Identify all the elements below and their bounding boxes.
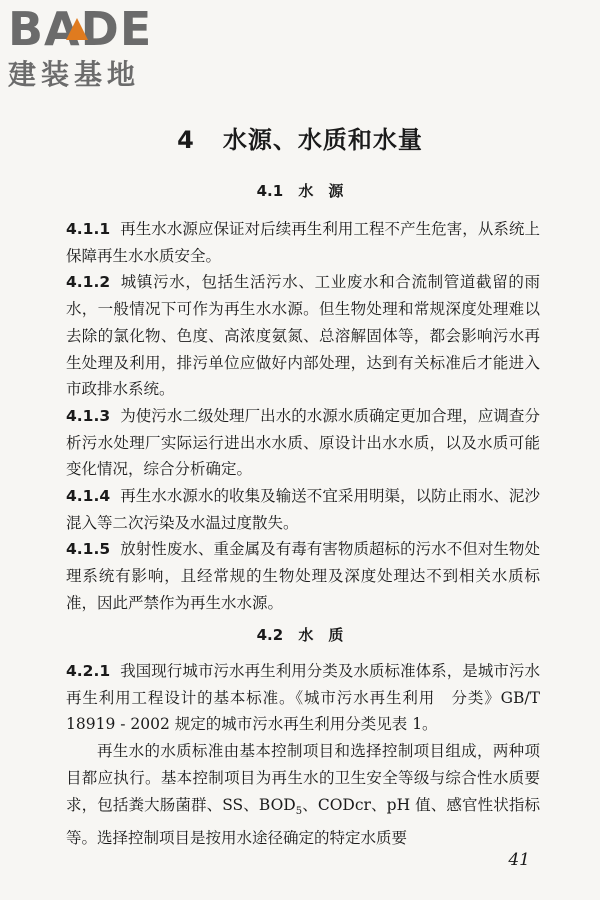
section-title-text: 水 质 — [298, 626, 344, 644]
clause-number: 4.1.1 — [66, 220, 111, 238]
clause-4-1-1 — [66, 216, 540, 269]
clause-text: 放射性废水、重金属及有毒有害物质超标的污水不但对生物处理系统有影响，且经常规的生物处理及深度处理达不到相关水质标准，因此严禁作为再生水水源。 — [66, 540, 540, 612]
clause-text: 我国现行城市污水再生利用分类及水质标准体系，是城市污水再生利用工程设计的基本标准。《城市污水再生利用 分类》GB/T 18919 - 2002 规定的城市污水再生利用分类见表 1。 — [66, 662, 540, 734]
paragraph-quality-standard — [66, 738, 540, 852]
logo-subtitle: 建装基地 — [8, 58, 141, 91]
clause-4-1-2 — [66, 269, 540, 403]
clause-4-1-4 — [66, 483, 540, 536]
section-title-water-quality — [0, 624, 600, 645]
clause-text: 再生水水源水的收集及输送不宜采用明渠，以防止雨水、泥沙混入等二次污染及水温过度散失。 — [66, 487, 540, 532]
clause-number: 4.1.5 — [66, 540, 111, 559]
clause-4-1-5 — [66, 536, 540, 616]
page-number: 41 — [508, 850, 530, 870]
section-number: 4.2 — [256, 626, 284, 644]
clause-text: 再生水水源应保证对后续再生利用工程不产生危害，从系统上保障再生水水质安全。 — [66, 220, 540, 265]
clause-4-2-1 — [66, 658, 540, 738]
clause-number: 4.1.2 — [66, 273, 111, 292]
bade-logo — [8, 4, 178, 94]
chapter-number: 4 — [177, 126, 195, 154]
section-number: 4.1 — [256, 182, 284, 200]
subscript: 5 — [295, 805, 303, 817]
clause-number: 4.1.4 — [66, 487, 111, 506]
logo-wordmark: BADE — [8, 2, 153, 56]
clause-text: 为使污水二级处理厂出水的水源水质确定更加合理，应调查分析污水处理厂实际运行进出水水质、原设计出水水质，以及水质可能变化情况，综合分析确定。 — [66, 406, 540, 479]
logo-triangle-icon — [66, 18, 88, 40]
clause-number: 4.1.3 — [66, 406, 111, 425]
section-title-water-source — [0, 180, 600, 201]
section-title-text: 水 源 — [298, 182, 344, 200]
section-4-1-body — [66, 216, 540, 617]
chapter-title-text: 水源、水质和水量 — [222, 126, 423, 154]
chapter-title — [0, 120, 600, 155]
clause-number: 4.2.1 — [66, 662, 111, 680]
clause-4-1-3 — [66, 403, 540, 483]
clause-text: 城镇污水，包括生活污水、工业废水和合流制管道截留的雨水，一般情况下可作为再生水水源。但生物处理和常规深度处理难以去除的氯化物、色度、高浓度氨氮、总溶解固体等，都会影响污水再生处理及利用，排污单位应做好内部处理，达到有关标准后才能进入市政排水系统。 — [66, 273, 540, 399]
paragraph-text-cont: 、CODcr、pH 值、感官性状指标等。选择控制项目是按用水途径确定的特定水质要 — [66, 795, 541, 848]
section-4-2-body — [66, 658, 540, 852]
paragraph-text: 再生水的水质标准由基本控制项目和选择控制项目组成，两种项目都应执行。基本控制项目为再生水的卫生安全等级与综合性水质要求，包括粪大肠菌群、SS、BOD — [66, 742, 540, 814]
